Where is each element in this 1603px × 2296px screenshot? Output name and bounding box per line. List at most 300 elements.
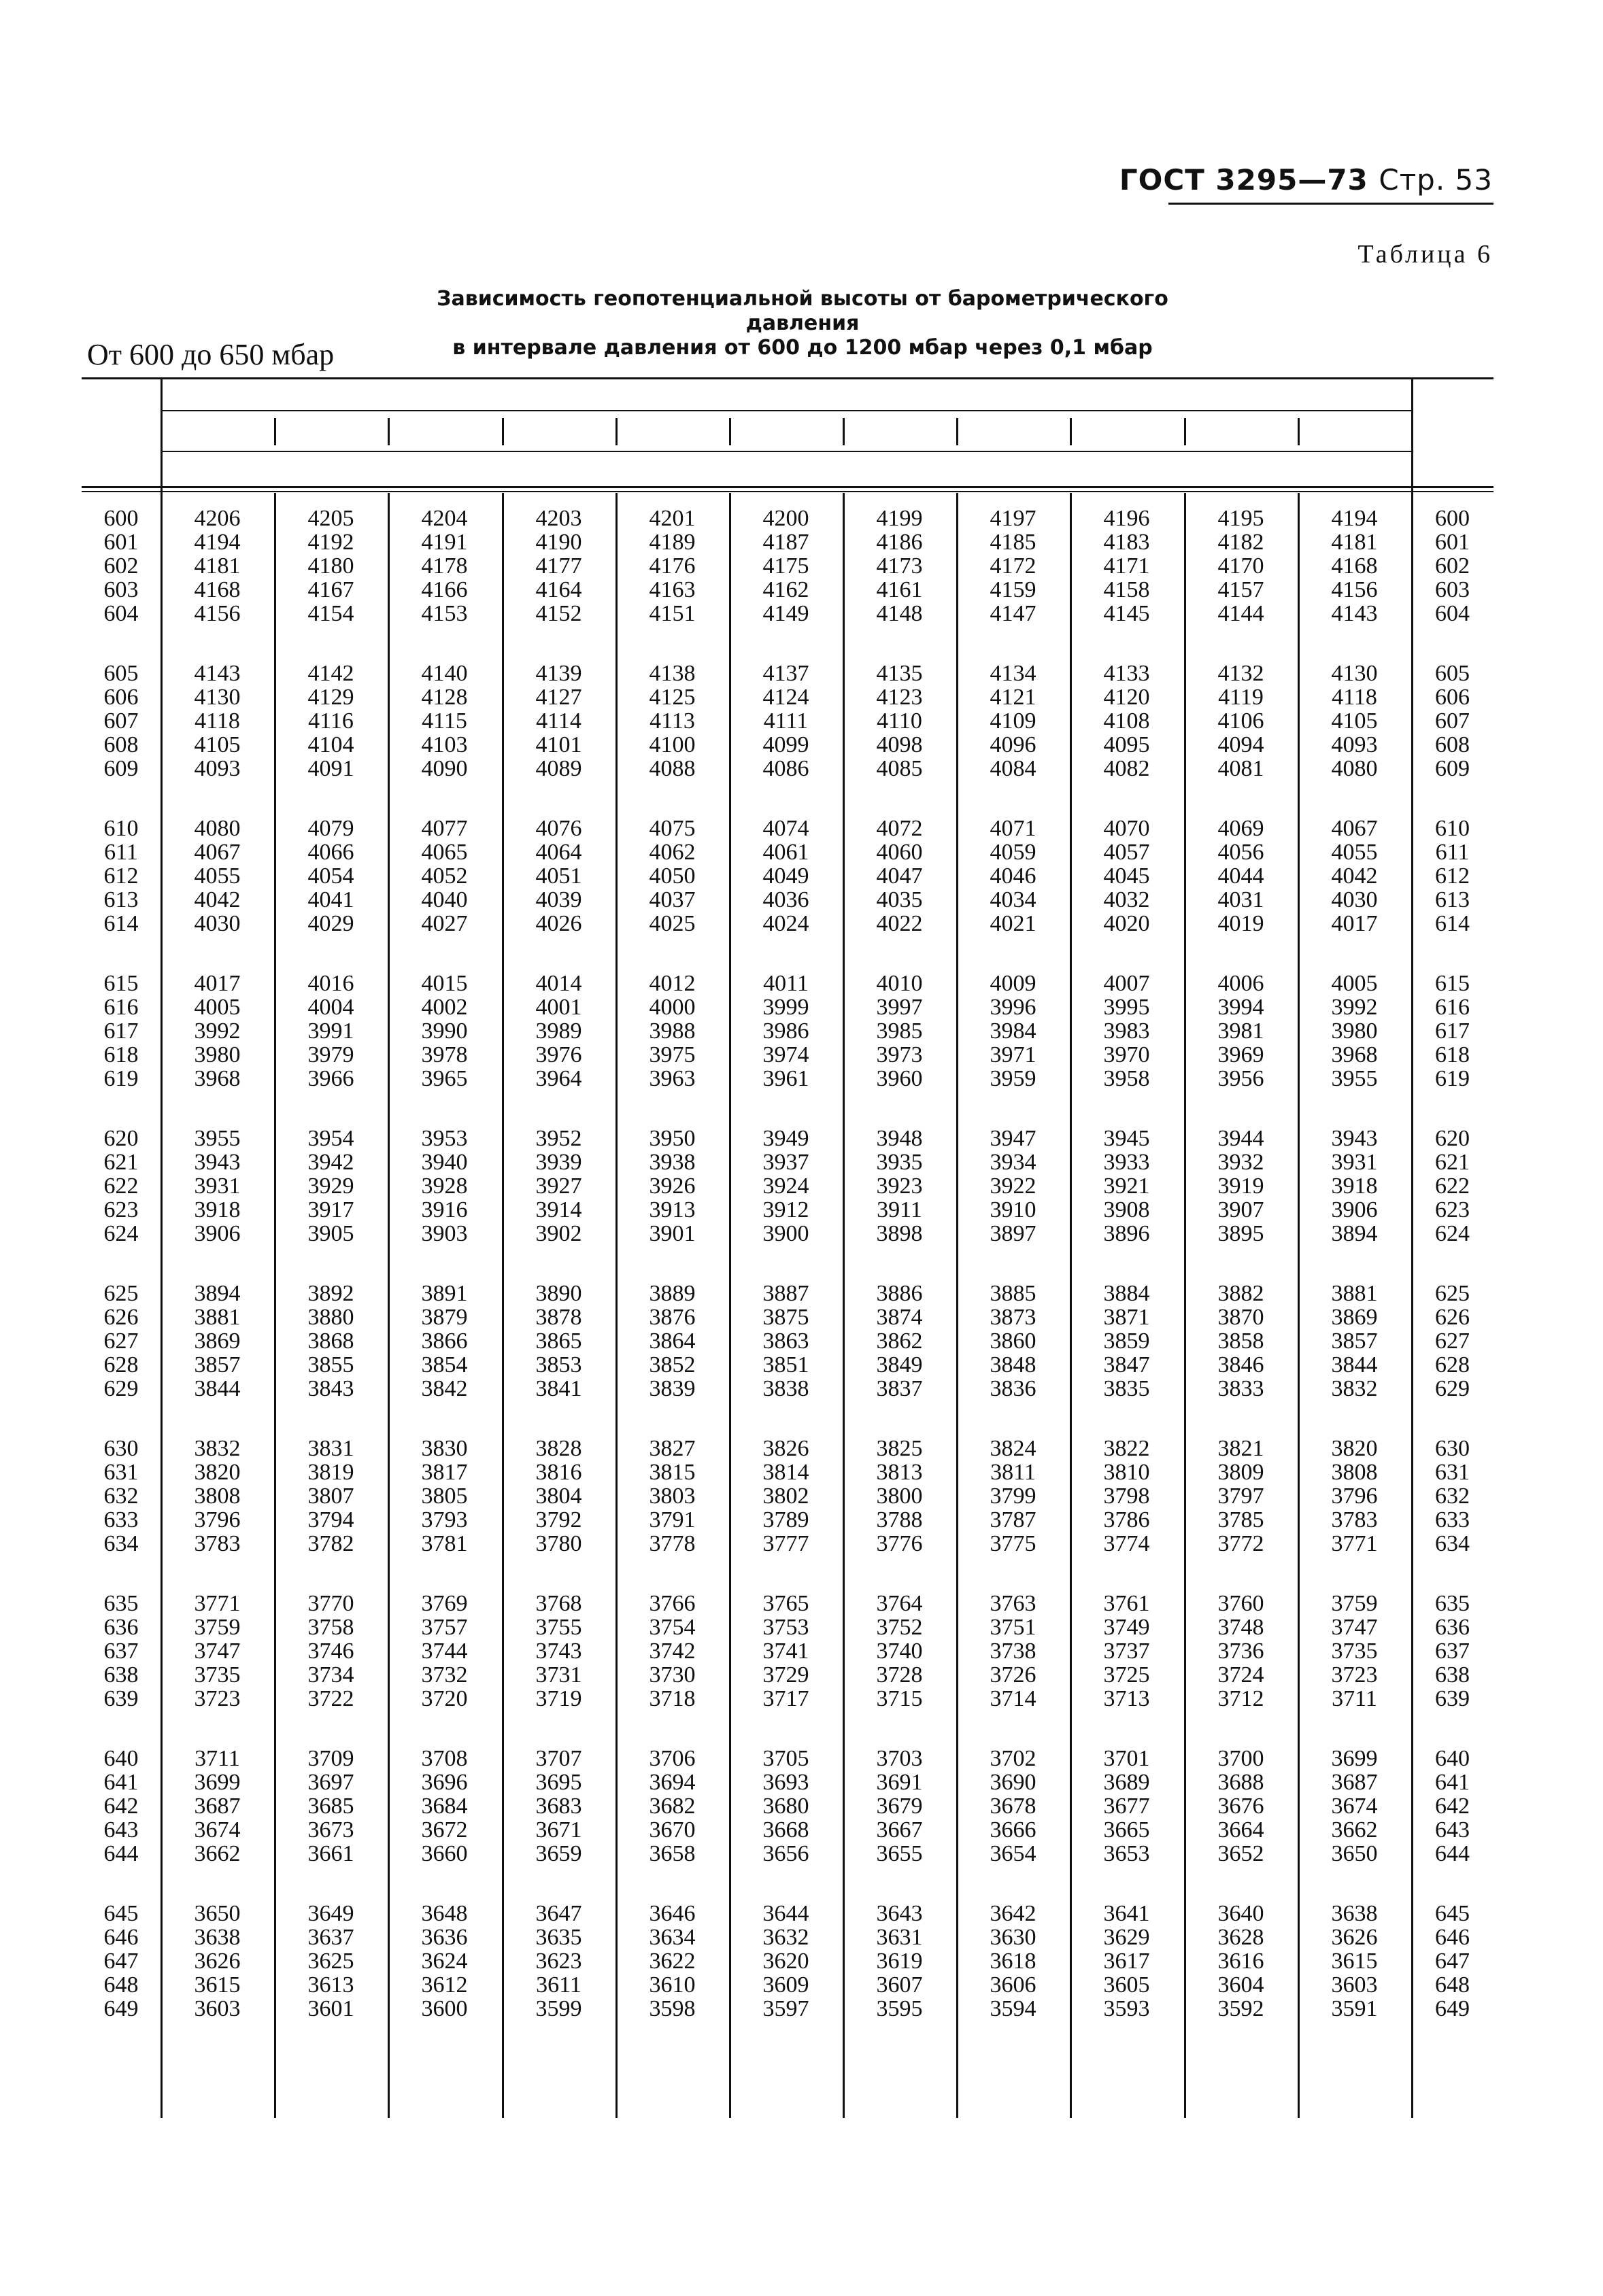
height-value: 4152 [535, 601, 582, 626]
height-value: 3730 [649, 1662, 696, 1687]
pressure-value: 622 [103, 1173, 139, 1199]
height-value: 3736 [1217, 1639, 1264, 1664]
height-column-group [956, 972, 1070, 1091]
pressure-value: 646 [103, 1925, 139, 1950]
height-value: 4205 [307, 506, 354, 531]
height-column-group [502, 1127, 615, 1246]
height-column-group [1070, 1437, 1183, 1556]
height-column-group [615, 1282, 729, 1401]
pressure-group-right [1411, 1282, 1494, 1401]
pressure-value: 611 [104, 840, 138, 865]
height-column-group [843, 1127, 956, 1246]
height-value: 3612 [421, 1972, 468, 1998]
height-value: 3747 [1331, 1615, 1378, 1640]
height-value: 3632 [762, 1925, 809, 1950]
height-value: 3660 [421, 1841, 468, 1866]
height-value: 4044 [1217, 863, 1264, 889]
pressure-value: 640 [103, 1746, 139, 1771]
height-value: 4199 [876, 506, 923, 531]
pressure-value: 601 [1435, 530, 1470, 555]
column-divider-fraction-2 [388, 418, 390, 445]
height-value: 3918 [194, 1197, 241, 1222]
pressure-value: 638 [103, 1662, 139, 1687]
height-value: 3712 [1217, 1686, 1264, 1711]
height-value: 3760 [1217, 1591, 1264, 1616]
height-column-group [956, 1747, 1070, 1866]
height-value: 4039 [535, 887, 582, 912]
height-value: 3666 [990, 1817, 1036, 1843]
height-value: 3892 [307, 1281, 354, 1306]
height-column-group [1298, 1747, 1411, 1866]
height-value: 3757 [421, 1615, 468, 1640]
height-value: 3911 [877, 1197, 922, 1222]
height-value: 3800 [876, 1484, 923, 1509]
height-value: 3833 [1217, 1376, 1264, 1401]
height-column-group [1070, 1747, 1183, 1866]
height-value: 4040 [421, 887, 468, 912]
pressure-value: 610 [103, 816, 139, 841]
height-value: 3766 [649, 1591, 696, 1616]
height-column-group [388, 972, 501, 1091]
height-value: 4189 [649, 530, 696, 555]
pressure-value: 607 [1435, 708, 1470, 734]
height-value: 4017 [1331, 911, 1378, 936]
height-column-group [843, 972, 956, 1091]
height-column-group [843, 1282, 956, 1401]
height-value: 3897 [990, 1221, 1036, 1246]
height-value: 4069 [1217, 816, 1264, 841]
height-value: 3707 [535, 1746, 582, 1771]
height-value: 3599 [535, 1996, 582, 2021]
height-value: 3771 [1331, 1531, 1378, 1556]
height-value: 4094 [1217, 732, 1264, 757]
height-value: 3610 [649, 1972, 696, 1998]
height-value: 4026 [535, 911, 582, 936]
height-value: 3683 [535, 1794, 582, 1819]
height-value: 3871 [1103, 1305, 1150, 1330]
pressure-value: 637 [103, 1639, 139, 1664]
height-value: 3637 [307, 1925, 354, 1950]
height-value: 4034 [990, 887, 1036, 912]
height-value: 3617 [1103, 1949, 1150, 1974]
height-column-group [1184, 1592, 1298, 1711]
pressure-value: 621 [103, 1150, 139, 1175]
column-divider-fraction-8 [1070, 418, 1072, 445]
pressure-value: 639 [1435, 1686, 1470, 1711]
height-value: 4066 [307, 840, 354, 865]
height-value: 3598 [649, 1996, 696, 2021]
height-value: 3948 [876, 1126, 923, 1151]
height-column-group [615, 662, 729, 781]
height-value: 3629 [1103, 1925, 1150, 1950]
pressure-group-left [82, 662, 161, 781]
height-value: 3927 [535, 1173, 582, 1199]
height-value: 3875 [762, 1305, 809, 1330]
height-column-group [388, 662, 501, 781]
height-value: 4206 [194, 506, 241, 531]
height-value: 3854 [421, 1352, 468, 1377]
pressure-value: 645 [1435, 1901, 1470, 1926]
height-value: 3878 [535, 1305, 582, 1330]
height-value: 4128 [421, 685, 468, 710]
height-value: 3842 [421, 1376, 468, 1401]
height-column-group [1070, 817, 1183, 936]
height-column-group [1184, 1902, 1298, 2021]
height-value: 4099 [762, 732, 809, 757]
height-value: 4119 [1218, 685, 1264, 710]
height-value: 3905 [307, 1221, 354, 1246]
height-value: 3859 [1103, 1329, 1150, 1354]
height-value: 4030 [194, 911, 241, 936]
height-value: 3914 [535, 1197, 582, 1222]
height-value: 4182 [1217, 530, 1264, 555]
height-value: 3919 [1217, 1173, 1264, 1199]
height-value: 4062 [649, 840, 696, 865]
height-value: 4181 [1331, 530, 1378, 555]
height-column-group [615, 507, 729, 626]
height-value: 3929 [307, 1173, 354, 1199]
height-value: 4085 [876, 756, 923, 781]
height-value: 3655 [876, 1841, 923, 1866]
height-value: 4051 [535, 863, 582, 889]
pressure-value: 642 [1435, 1794, 1470, 1819]
height-value: 4093 [1331, 732, 1378, 757]
height-value: 4089 [535, 756, 582, 781]
height-column-group [388, 1592, 501, 1711]
height-value: 4032 [1103, 887, 1150, 912]
height-value: 4019 [1217, 911, 1264, 936]
height-value: 3652 [1217, 1841, 1264, 1866]
pressure-value: 608 [1435, 732, 1470, 757]
height-value: 4171 [1103, 553, 1150, 579]
height-value: 3989 [535, 1018, 582, 1044]
height-column-group [502, 1902, 615, 2021]
height-value: 3990 [421, 1018, 468, 1044]
height-value: 4203 [535, 506, 582, 531]
height-column-group [843, 662, 956, 781]
height-value: 3869 [194, 1329, 241, 1354]
pressure-value: 624 [103, 1221, 139, 1246]
document-header [1119, 163, 1493, 196]
height-value: 3749 [1103, 1615, 1150, 1640]
height-value: 3895 [1217, 1221, 1264, 1246]
pressure-value: 606 [103, 685, 139, 710]
height-value: 3787 [990, 1507, 1036, 1532]
height-column-group [274, 662, 388, 781]
height-value: 3817 [421, 1460, 468, 1485]
pressure-value: 631 [103, 1460, 139, 1485]
pressure-value: 623 [103, 1197, 139, 1222]
height-value: 3592 [1217, 1996, 1264, 2021]
height-value: 4157 [1217, 577, 1264, 602]
height-value: 4017 [194, 971, 241, 996]
pressure-value: 633 [1435, 1507, 1470, 1532]
height-value: 3677 [1103, 1794, 1150, 1819]
height-value: 3825 [876, 1436, 923, 1461]
height-value: 4186 [876, 530, 923, 555]
height-value: 3732 [421, 1662, 468, 1687]
height-column-group [1184, 507, 1298, 626]
height-value: 3603 [194, 1996, 241, 2021]
pressure-group-left [82, 1747, 161, 1866]
height-value: 4158 [1103, 577, 1150, 602]
height-value: 3644 [762, 1901, 809, 1926]
pressure-value: 604 [103, 601, 139, 626]
height-column-group [729, 817, 843, 936]
pressure-value: 644 [1435, 1841, 1470, 1866]
pressure-group-right [1411, 662, 1494, 781]
pressure-value: 617 [1435, 1018, 1470, 1044]
height-value: 3846 [1217, 1352, 1264, 1377]
height-value: 3831 [307, 1436, 354, 1461]
height-value: 4159 [990, 577, 1036, 602]
height-value: 3869 [1331, 1305, 1378, 1330]
height-column-group [956, 817, 1070, 936]
height-value: 4138 [649, 661, 696, 686]
height-value: 3680 [762, 1794, 809, 1819]
pressure-group-left [82, 817, 161, 936]
height-value: 3662 [194, 1841, 241, 1866]
height-column-group [1298, 507, 1411, 626]
height-column-group [956, 662, 1070, 781]
height-value: 4115 [422, 708, 467, 734]
pressure-value: 618 [103, 1042, 139, 1067]
height-value: 3857 [1331, 1329, 1378, 1354]
height-value: 4143 [1331, 601, 1378, 626]
height-value: 4067 [194, 840, 241, 865]
height-column-group [1184, 817, 1298, 936]
height-value: 3638 [1331, 1901, 1378, 1926]
height-column-group [502, 972, 615, 1091]
height-value: 3691 [876, 1770, 923, 1795]
height-value: 3938 [649, 1150, 696, 1175]
height-value: 3667 [876, 1817, 923, 1843]
height-value: 3771 [194, 1591, 241, 1616]
height-value: 3678 [990, 1794, 1036, 1819]
height-column-group [274, 507, 388, 626]
height-value: 3772 [1217, 1531, 1264, 1556]
height-column-group [1184, 1747, 1298, 1866]
height-value: 3828 [535, 1436, 582, 1461]
height-value: 3844 [194, 1376, 241, 1401]
height-column-group [615, 1747, 729, 1866]
height-value: 3937 [762, 1150, 809, 1175]
height-column-group [1298, 1282, 1411, 1401]
height-value: 4002 [421, 995, 468, 1020]
table-label: Таблица 6 [1357, 240, 1493, 269]
height-value: 4020 [1103, 911, 1150, 936]
pressure-value: 623 [1435, 1197, 1470, 1222]
height-column-group [1070, 1592, 1183, 1711]
height-value: 3849 [876, 1352, 923, 1377]
height-value: 3755 [535, 1615, 582, 1640]
height-value: 3714 [990, 1686, 1036, 1711]
height-value: 3912 [762, 1197, 809, 1222]
height-column-group [274, 1282, 388, 1401]
height-column-group [502, 1437, 615, 1556]
height-value: 3694 [649, 1770, 696, 1795]
standard-number: ГОСТ 3295—73 [1119, 163, 1368, 196]
height-value: 4006 [1217, 971, 1264, 996]
height-column-group [502, 817, 615, 936]
height-value: 3985 [876, 1018, 923, 1044]
height-value: 3822 [1103, 1436, 1150, 1461]
height-value: 3781 [421, 1531, 468, 1556]
height-value: 3852 [649, 1352, 696, 1377]
height-value: 4190 [535, 530, 582, 555]
height-value: 3783 [1331, 1507, 1378, 1532]
height-value: 3687 [194, 1794, 241, 1819]
height-column-group [161, 1902, 274, 2021]
height-column-group [388, 1747, 501, 1866]
height-value: 3761 [1103, 1591, 1150, 1616]
pressure-value: 602 [1435, 553, 1470, 579]
pressure-group-right [1411, 817, 1494, 936]
height-value: 3764 [876, 1591, 923, 1616]
fractions-title-rule [161, 410, 1411, 411]
height-value: 3901 [649, 1221, 696, 1246]
height-value: 3881 [1331, 1281, 1378, 1306]
height-value: 4022 [876, 911, 923, 936]
height-value: 3759 [1331, 1591, 1378, 1616]
height-value: 4082 [1103, 756, 1150, 781]
height-column-group [388, 1437, 501, 1556]
height-value: 3896 [1103, 1221, 1150, 1246]
height-value: 3735 [1331, 1639, 1378, 1664]
height-value: 3768 [535, 1591, 582, 1616]
height-value: 4065 [421, 840, 468, 865]
table-title [381, 287, 1224, 360]
pressure-value: 642 [103, 1794, 139, 1819]
height-value: 3971 [990, 1042, 1036, 1067]
pressure-group-left [82, 507, 161, 626]
pressure-value: 625 [1435, 1281, 1470, 1306]
height-value: 3673 [307, 1817, 354, 1843]
height-value: 3659 [535, 1841, 582, 1866]
height-value: 3719 [535, 1686, 582, 1711]
height-column-group [956, 1127, 1070, 1246]
height-value: 4041 [307, 887, 354, 912]
height-value: 4007 [1103, 971, 1150, 996]
pressure-value: 609 [1435, 756, 1470, 781]
height-value: 3747 [194, 1639, 241, 1664]
height-value: 3643 [876, 1901, 923, 1926]
height-value: 3702 [990, 1746, 1036, 1771]
height-value: 4164 [535, 577, 582, 602]
pressure-value: 637 [1435, 1639, 1470, 1664]
height-column-group [1184, 1437, 1298, 1556]
height-value: 4012 [649, 971, 696, 996]
pressure-value: 624 [1435, 1221, 1470, 1246]
pressure-value: 634 [103, 1531, 139, 1556]
height-column-group [388, 1282, 501, 1401]
height-value: 4080 [1331, 756, 1378, 781]
height-value: 4057 [1103, 840, 1150, 865]
height-value: 3742 [649, 1639, 696, 1664]
height-value: 3969 [1217, 1042, 1264, 1067]
height-value: 3922 [990, 1173, 1036, 1199]
height-value: 4084 [990, 756, 1036, 781]
height-column-group [615, 1437, 729, 1556]
height-value: 3613 [307, 1972, 354, 1998]
height-value: 4029 [307, 911, 354, 936]
height-value: 3791 [649, 1507, 696, 1532]
height-value: 4093 [194, 756, 241, 781]
height-value: 3753 [762, 1615, 809, 1640]
height-value: 3940 [421, 1150, 468, 1175]
height-value: 3594 [990, 1996, 1036, 2021]
pressure-group-left [82, 1592, 161, 1711]
height-value: 4113 [649, 708, 695, 734]
height-value: 3794 [307, 1507, 354, 1532]
height-value: 4163 [649, 577, 696, 602]
height-value: 3916 [421, 1197, 468, 1222]
height-value: 4185 [990, 530, 1036, 555]
height-value: 3908 [1103, 1197, 1150, 1222]
height-value: 3654 [990, 1841, 1036, 1866]
height-value: 3884 [1103, 1281, 1150, 1306]
height-value: 3827 [649, 1436, 696, 1461]
height-value: 3903 [421, 1221, 468, 1246]
height-value: 4149 [762, 601, 809, 626]
height-value: 3788 [876, 1507, 923, 1532]
height-value: 3796 [1331, 1484, 1378, 1509]
title-line-2: в интервале давления от 600 до 1200 мбар через 0,1 мбар [452, 336, 1153, 360]
height-column-group [843, 1437, 956, 1556]
height-value: 4030 [1331, 887, 1378, 912]
height-value: 3711 [195, 1746, 240, 1771]
height-value: 4025 [649, 911, 696, 936]
height-value: 4103 [421, 732, 468, 757]
height-value: 4105 [194, 732, 241, 757]
height-value: 4172 [990, 553, 1036, 579]
height-value: 3690 [990, 1770, 1036, 1795]
height-value: 3855 [307, 1352, 354, 1377]
height-value: 3665 [1103, 1817, 1150, 1843]
pressure-value: 615 [1435, 971, 1470, 996]
height-value: 4111 [763, 708, 809, 734]
height-value: 3807 [307, 1484, 354, 1509]
height-value: 3894 [194, 1281, 241, 1306]
height-value: 4123 [876, 685, 923, 710]
height-column-group [388, 507, 501, 626]
height-value: 3968 [1331, 1042, 1378, 1067]
height-column-group [956, 507, 1070, 626]
height-value: 3933 [1103, 1150, 1150, 1175]
height-value: 4145 [1103, 601, 1150, 626]
height-value: 3995 [1103, 995, 1150, 1020]
height-value: 3836 [990, 1376, 1036, 1401]
height-value: 3926 [649, 1173, 696, 1199]
height-value: 3618 [990, 1949, 1036, 1974]
height-value: 3907 [1217, 1197, 1264, 1222]
range-label: От 600 до 650 мбар [87, 338, 335, 371]
height-column-group [729, 1747, 843, 1866]
height-value: 3955 [194, 1126, 241, 1151]
height-value: 3731 [535, 1662, 582, 1687]
height-value: 3782 [307, 1531, 354, 1556]
height-value: 3974 [762, 1042, 809, 1067]
pressure-value: 600 [1435, 506, 1470, 531]
pressure-value: 618 [1435, 1042, 1470, 1067]
header-bottom-rule [82, 486, 1494, 488]
height-value: 4116 [308, 708, 354, 734]
height-value: 4121 [990, 685, 1036, 710]
height-value: 3815 [649, 1460, 696, 1485]
height-value: 4130 [1331, 661, 1378, 686]
pressure-value: 609 [103, 756, 139, 781]
height-value: 3976 [535, 1042, 582, 1067]
